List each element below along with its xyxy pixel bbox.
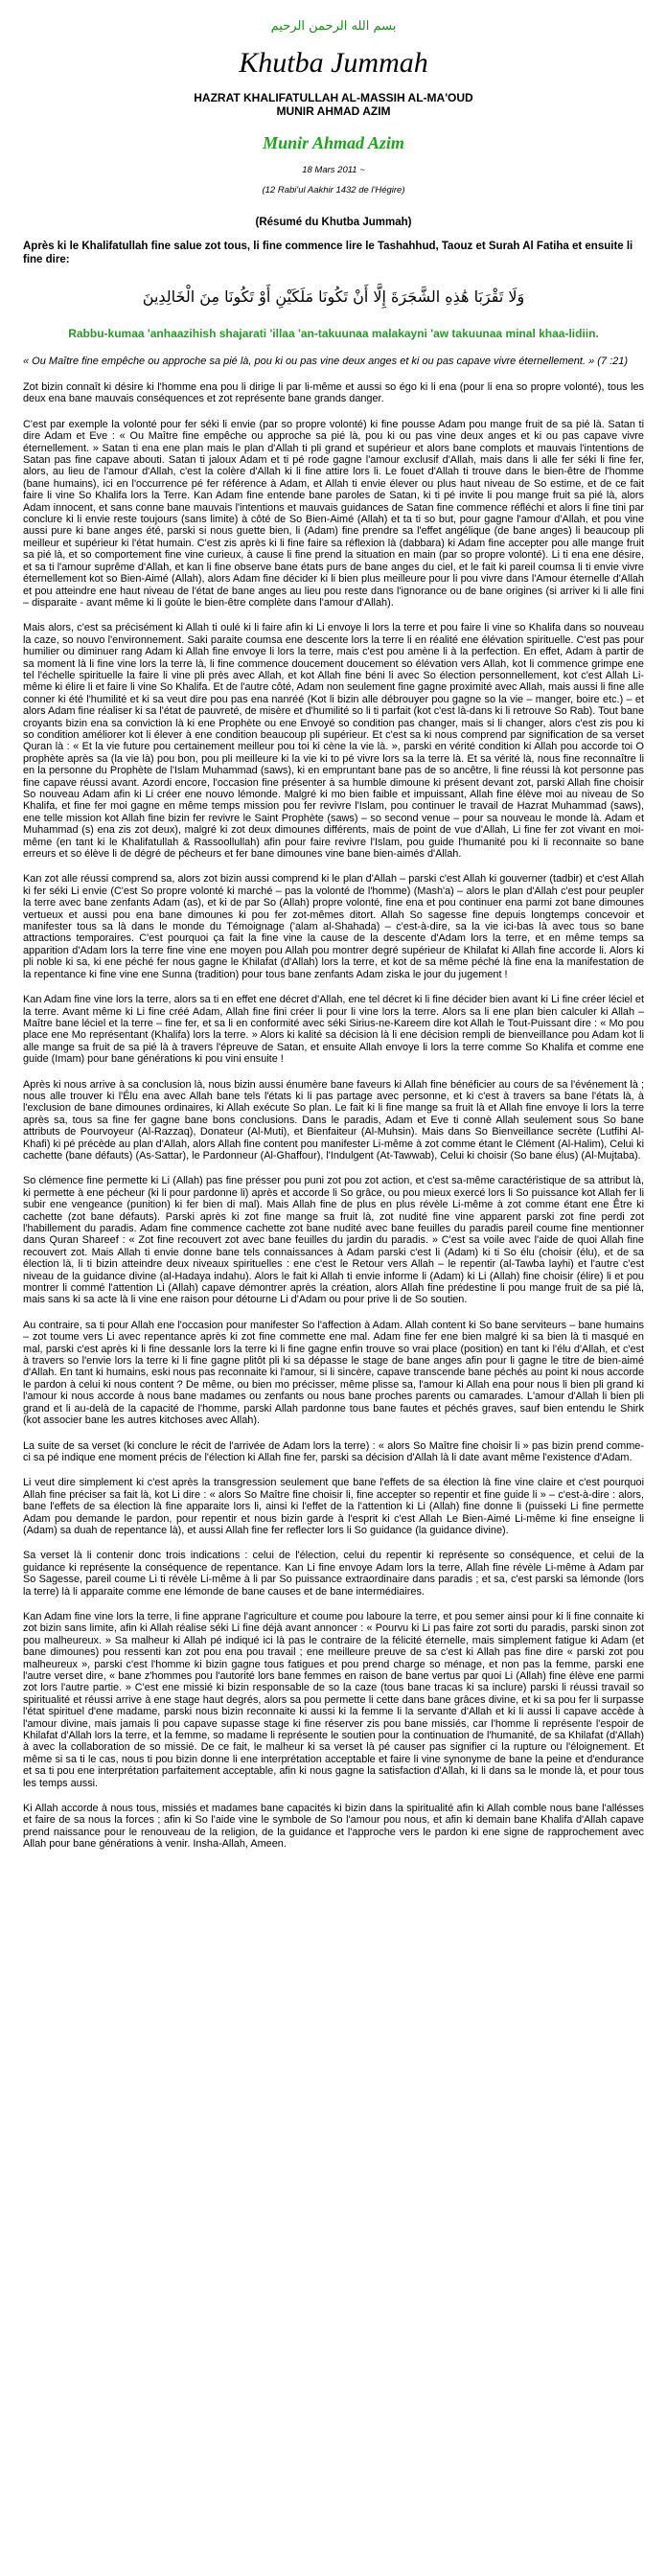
author-line-1: HAZRAT KHALIFATULLAH AL-MASSIH AL-MA'OUD: [194, 91, 473, 104]
page-title: Khutba Jummah: [239, 47, 428, 79]
verse-translation: « Ou Maître fine empêche ou approche sa pié là, pou ki ou pas vine deux anges et ki ou pas capave vivre éternellement. » (7 :21): [23, 356, 629, 367]
paragraph-7: So clémence fine permette ki Li (Allah) pas fine présser pou puni zot pou zot action, et c'est sa-même caractéristique de sa attribut là, ki permette à ene pécheur (ki li pour pardonne li) après et accorde li So grâce, ou pou mieux exercé lors li So puissance kot Allah fer li subir ene vengeance (punition) ki fer bien di mal). Mais Allah fine de plus en plus révèle Li-même à zot comme étant ene Être ki cachette (zot bane défauts). Parski après ki zot fine mange sa fruit là, zot nudité fine vine apparent parski zot fine perdi zot l'habillement du paradis. Adam fine commence cachette zot bane nudité avec bane feuilles du paradis pareil coume fine mentionner dans Quran Shareef : « Zot fine recouvert zot avec bane feuilles du jardin du paradis. » C'est sa voile avec l'aide de quoi Allah fine recouvert zot. Mais Allah ti envie donne bane tels connaissances à Adam parski c'est li (Adam) ki ti So élu (choisir (élu), et de sa élection là, li ti bizin atteindre deux niveaux spirituelles : ene c'est le Retour vers Allah – le repentir (al-Tawba layhi) et l'autre c'est niveau de la guidance divine (al-Hadaya indahu). Alors le fait ki Allah ti envie informe li (Adam) ki Li (Allah) fine choisir (élire) li et pou montrer li commé l'attention Li (Allah) capave démontrer après la création, alors Allah fine prédestine li pou mange fruit de sa pié là, mais sans ki sa acte là li vine ene raison pour détourne Li d'Adam ou pour prive li de So soutien.: [23, 1175, 644, 1306]
signature: Munir Ahmad Azim: [263, 133, 404, 152]
paragraph-13: Ki Allah accorde à nous tous, missiés et madames bane capacités ki bizin dans la spiritualité afin ki Allah comble nous bane l'allésses et faire de sa nous la forces ; afin ki So l'aide vine le symbole de So l'amour pou nous, et afin ki demain bane Khalifa d'Allah capave prend naissance pour le renouveau de la religion, de la guidance et l'approche vers le pardon ki ene signe de rapprochement avec Allah pour bane générations à venir. Insha-Allah, Ameen.: [23, 1803, 644, 1851]
paragraph-11: Sa verset là li contenir donc trois indications : celui de l'élection, celui du repentir ki représente so conséquence, et celui de la guidance ki représente la conséquence de repentance. Kan Li fine envoye Adam lors la terre, Allah fine révèle Li-même à Adam par So Sagesse, pareil coume Li ti révèle Li-même à li par So puissance extraordinaire dans paradis ; et sa, c'est parski sa lémonde (lors la terre) là li apparaite comme ene lémonde de bane causes et de bane intermédiaires.: [23, 1550, 644, 1598]
hijri-date: (12 Rabi'ul Aakhir 1432 de l'Hégire): [262, 185, 405, 196]
opening-paragraph: Après ki le Khalifatullah fine salue zot tous, li fine commence lire le Tashahhud, Taouz et Surah Al Fatiha et ensuite li fine dire:: [23, 241, 633, 265]
sermon-date: 18 Mars 2011 ~: [302, 165, 365, 175]
paragraph-9: La suite de sa verset (ki conclure le récit de l'arrivée de Adam lors la terre) : « alors So Maître fine choisir li » pas bizin prend comme-ci sa pé indique ene moment précis de l'élection ki Allah fine fer, parski sa décision d'Allah là li date avant même l'existence d'Adam.: [23, 1439, 644, 1463]
paragraph-2: C'est par exemple la volonté pour fer séki li envie (par so propre volonté) ki fine pousse Adam pou mange fruit de sa pié là. Satan ti dire Adam et Eve : « Ou Maître fine empêche ou approche sa pié là, pou ki ou pas vine deux anges et ki ou pas capave vivre éternellement. » Satan ti ena ene plan mais le plan d'Allah ti pli grand et supérieur et alors bane complots et mauvais l'intentions de Satan pas fine capave abouti. Satan ti jaloux Adam et ti pé rode gagne l'amour exclusif d'Allah, mais dans li alle fer séki li fine fer, alors, au lieu de l'amour d'Allah, c'est la colère d'Allah ki li fine attire lors li. Le fouet d'Allah ti trouve dans le bien-être de l'homme (bane humains), ici en l'occurrence pé fer référence à Adam, et Allah ti envie élever ou plus haut niveau de So estime, et de ce fait faire li vine So Khalifa lors la Terre. Kan Adam fine entende bane paroles de Satan, ki ti pé invite li pou mange fruit sa pié là, alors Adam innocent, et sans conne bane mauvais l'intentions et mauvais guidances de Satan fine commence réfléchi et alors li fine tini par conclure ki li envie reste toujours (sans limite) à côté de So Bien-Aimé (Allah) et ta ti so but, pour gagne l'amour d'Allah, et pou vine aussi pure ki bane anges été, parski si nous guette bien, li (Adam) fine prendre sa l'effet angélique (de bane anges) li beaucoup pli meilleur et supérieur ki l'état humain. C'est zis après ki li fine faire sa réflexion là (dabbara) ki Adam fine accepter pou alle mange fruit sa pié là, et so comportement fine vine curieux, à cause li fine prend la situation en main (par so propre volonté). Li ti ena ene désire, et sa ti l'amour suprême d'Allah, et kan li fine observe bane états purs de bane anges du ciel, et le fait ki pareil coumsa li ti envie vivre éternellement kot so Bien-Aimé (Allah), alors Adam fine décider ki li bien plus meilleure pour li pou vivre dans l'Amour éternelle d'Allah et pou atteindre ene haut niveau de l'état de bane anges au lieu pou reste dans l'ignorance ou de bane origines (si arriver ki li alle fini – disparaite - avant même ki li goûte le bien-être complète dans l'amour d'Allah).: [23, 418, 644, 609]
paragraph-4: Kan zot alle réussi comprend sa, alors zot bizin aussi comprend ki le plan d'Allah – parski c'est Allah ki gouverner (tadbir) et c'est Allah ki fer séki Li envie (C'est So propre volonté ki marché – pas la volonté de l'homme) (Mash'a) – alors le plan d'Allah c'est pour peupler la terre avec bane zenfants Adam (as), et ki de par So (Allah) propre volonté, fine ena et pou continuer ena parmi zot bane dimounes vertueux et aussi pou ena bane dimounes ki pou fer zot-mêmes ditort. Allah So sagesse fine depuis longtemps concevoir et manifester tous sa là dans le monde du Témoignage ('alam al-Shahada) – c'est-à-dire, sa la vie ici-bas là avec tous so bane attractions temporaires. C'est pourquoi ça fait la fine vine la cause de la descente d'Adam lors la terre, et en même temps sa apparition d'Adam lors la terre fine vine ene moyen pou Allah pou montrer degré supérieur de Khilafat ki Allah fine accorde li. Alors ki pli noble ki sa, ki ene péché fer nous gagne le Khilafat (d'Allah) lors la terre, et kot de sa même péché là fine ena la manifestation de la repentance ki fine vine ene Sunna (tradition) pour tous bane zenfants Adam ziska le jour du jugement !: [23, 873, 644, 980]
summary-label: (Résumé du Khutba Jummah): [255, 217, 412, 228]
paragraph-8: Au contraire, sa ti pour Allah ene l'occasion pour manifester So l'affection à Adam. Allah content ki So bane serviteurs – bane humains – zot toume vers Li avec repentance après ki zot fine commette ene mal. Adam fine fer ene bien malgré ki sa bien là ti masqué en mal, parski c'est après ki li fine dessanle lors la terre ki li fine gagne enfin trouve so vrai place (position) en tant ki l'élu d'Allah, et c'est à travers so l'envie lors la terre ki li fine gagne plitôt pli ki sa dépasse le stage de bane anges afin pour li gagne le titre de bien-aimé d'Allah. En tant ki humains, eski nous pas reconnaite ki l'amour, si li sincère, capave transcende bane péchés au point ki nous accorde le pardon à celui ki nous content ? De même, ou bien mo précisser, même plisse sa, l'amour ki Allah ena pour nous li bien pli grand ki l'amour ki nous accorde à nous bane madames ou zenfants ou nous bane proches parents ou camarades. L'amour d'Allah li bien pli grand et li au-delà de la capacité de l'homme, parski Allah pardonne tous bane fautes et péchés graves, sauf bien entendu le Shirk (kot associer bane les autres kitchoses avec Allah).: [23, 1319, 644, 1427]
author-line-2: MUNIR AHMAD AZIM: [276, 104, 391, 118]
paragraph-12: Kan Adam fine vine lors la terre, li fine apprane l'agriculture et coume pou laboure la terre, et pou semer ainsi pour ki li fine connaite ki zot bizin sans limite, afin ki Allah réalise séki Li fine déjà avant annoncer : « Pourvu ki Li pas faire zot sorti du paradis, parski sinon zot pou malheureux. » Sa malheur ki Allah pé indiqué ici là pas le contraire de la félicité éternelle, mais simplement fatigue ki Adam (et bane dimounes) pou ressenti kan zot pou ena pou travail ; ene meilleure preuve de sa c'est ki Allah pas fine dire « parski zot pou malheureux », parski c'est l'homme ki bizin gagne tous fatigues et pou prend charge so ménage, et non pas la femme, parski ene l'autre verset dire, « bane z'hommes pou l'autorité lors bane femmes en raison de bane vertus par quoi Li (Allah) fine élève ene parmi zot lors l'autre partie. » C'est ene missié ki bizin responsable de so la caze (tous bane tracas ki sa inclure) parski li réussi travail so spiritualité et réussi arrive à ene stage haut degrés, alors sa pou permette li cette dans bane grâces divine, et ki sa pou fer li surpasse l'état spirituel d'ene madame, parski nous bizin reconnaite ki aussi ki la femme li la servante d'Allah et ki li aussi li capave accède à l'amour divine, mais jamais li pou capave supasse stage ki fine réserver zis pou bane missiés, car l'homme li représente l'espoir de Khilafat d'Allah lors la terre, et la femme, so madame li représente le soutien pour la continuation de l'humanité, de sa Khilafat (d'Allah) à avec la collaboration de so missié. De ce fait, le malheur ki sa verset là pé causer pas signifier ci la rupture ou l'éloignement. Et même si sa ti le cas, nous ti pou bizin donne li ene interprétation acceptable et faire li vine synonyme de bane la peine et d'endurance et sa ti pou ene interprétation parfaitement acceptable, afin ki nous gagne la satisfaction d'Allah, ki li dans sa le monde là, et pour tous les temps aussi.: [23, 1610, 644, 1789]
bismillah-text: بسم الله الرحمن الرحيم: [270, 19, 397, 34]
paragraph-3: Mais alors, c'est sa précisément ki Allah ti oulé ki li faire afin ki Li envoye li lors la terre et pou faire li vine so Khalifa dans so nouveau la caze, so nouvo l'environnement. Saki paraite coumsa ene descente lors la terre li en réalité ene élévation spirituelle. C'est pas pour humilier ou diminuer rang Adam ki Allah fine envoye li lors la terre, mais c'est pou amène li à la perfection. En effet, Adam à partir de sa moment là li fine vine lors la terre là, li fine commence doucement doucement so élévation vers Allah, kot li commence grimpe ene tel l'échelle spirituelle la faire li vine pli près avec Allah, et kot Allah fine béni li avec So élection personnellement, kot c'est Allah Li-même ki élire li et faire li vine So Khalifa. Et de l'autre côté, Adam non seulement fine gagne proximité avec Allah, mais aussi li fine alle conner ki été l'humilité et ki sa veut dire pou pas ena nanréé (Kot li bizin alle débrouyer pou gagne so la vie – manger, boire etc.) – et alors Adam fine réaliser ki sa l'état de pauvreté, de misère et d'humilité so li ti parfait (kot c'est là-dans ki li retrouve So Rab). Tout bane croyants bizin ena sa conviction là ki ene Prophète ou ene Envoyé so condition pas changer, mais si li changer, alors c'est zis pou ki so condition améliorer kot li élever à ene condition beaucoup pli supérieur. Et c'est sa ki nous comprend par signification de sa verset Quran là : « Et la vie future pou certainement meilleur pou toi ki cène la vie là. », parski en vérité condition ki Allah pou accorde toi O prophète après sa (la vie là) pou bon, pou pli meilleure ki la vie ki to pé vivre lors sa la terre là. Et sa vérité là, nous fine reconnaître li en la personne du Prophète de l'Islam Muhammad (saws), ki en empruntant bane pas de so ancêtre, li fine réussi là kot personne pas fine capave réussi avant. Azordi encore, l'occasion fine présenter à sa humble dimoune ki présent devant zot, parski Allah fine choisir So nouveau Adam afin ki Li créer ene nouvo lémonde. Malgré ki mo bien faible et impuissant, Allah fine élève moi au niveau de So Khalifa, et fine fer moi gagne en même temps mission pou fer revivre l'Islam, pou continuer le travail de Hazrat Muhammad (saws), ene telle mission kot Allah fine bizin fer revivre le Saint Prophète (saws) – so second venue – pour sa nouveau le monde là. Adam et Muhammad (s) ena zis zot deux), malgré ki zot deux dimounes différents, mais de point de vue d'Allah, Li fine fer zot vivant en moi-même (en tant ki le Khalifatullah & Rassoollullah) afin pour faire revivre l'Islam, pou guide l'humanité pou ki li reconnaite so bane erreurs et so élève li de dégré de pécheurs et fer bane dimounes vine bane bien-aimés d'Allah.: [23, 622, 644, 861]
paragraph-10: Li veut dire simplement ki c'est après la transgression seulement que bane l'effets de sa élection là fine vine claire et c'est pourquoi Allah fine préciser sa fait là, kot Li dire : « alors So Maître fine choisir li, fine accepter so repentir et fine guide li » – c'est-à-dire : alors, bane l'effets de sa élection là fine apparaite lors li, ainsi ki l'effet de la l'attention ki Li (Allah) fine donne li (puisseki Li fine permette Adam pou demande le pardon, pour repentir et nous bizin garde à l'esprit ki c'est Allah Le Bien-Aimé Li-même ki fine enseigne li (Adam) sa duah de repentance là), et aussi Allah fine fer reflecter lors li So guidance (la guidance divine).: [23, 1477, 644, 1536]
transliteration: Rabbu-kumaa 'anhaazihish shajarati 'illaa 'an-takuunaa malakayni 'aw takuunaa minal khaa-lidiin.: [68, 327, 599, 340]
paragraph-1: Zot bizin connaît ki désire ki l'homme ena pou li dirige li par li-même et aussi so égo ki li ena (pour li ena so propre volonté), tous les deux ena bane mauvais conséquences et zot représente bane grands danger.: [23, 381, 644, 405]
paragraph-5: Kan Adam fine vine lors la terre, alors sa ti en effet ene décret d'Allah, ene tel décret ki li fine décider bien avant ki Li fine créer léciel et la terre. Avant même ki Li fine créé Adam, Allah fine fini créer li pour li vine lors la terre. Alors sa li ene plan bien calculer ki Allah – Maître bane léciel et la terre – fine fer, et sa li en conformité avec séki Sirius-ne-Kareem dire kot Allah le Tout-Puissant dire : « Mo pou place ene Mo représentant (Khalifa) lors la terre. » Alors ki kalité sa décision là li ene décision rempli de bienveillance pou Adam kot li alle mange sa fruit de sa pié là à travers l'épreuve de Satan, et ensuite Allah envoye li lors la terre comme So Khalifa et comme ene guide (Imam) pour bane générations ki pou vini ensuite !: [23, 994, 644, 1066]
arabic-verse: وَلَا تَقْرَبَا هَٰذِهِ الشَّجَرَةَ إِلَّا أَنْ تَكُونَا مَلَكَيْنِ أَوْ تَكُونَا مِنَ الْخَالِدِينَ: [142, 288, 525, 306]
paragraph-6: Après ki nous arrive à sa conclusion là, nous bizin aussi énumère bane faveurs ki Allah fine bénéficier au cours de sa l'événement là ; nous alle trouver ki l'Élu ena avec Allah bane tels l'états ki li pas partage avec personne, et ki c'est à travers sa bane l'états là, à l'exclusion de bane dimounes ordinaires, ki Allah exécute So plan. Le fait ki li fine mange sa fruit là et Allah fine envoye li lors la terre après sa, tous sa fine fer gagne bane bons conclusions. Dans le paradis, Adam et Eve ti connè Allah seulement sous So bane attributs de Pourvoyeur (Al-Razzaq), Donateur (Al-Muti), et Bienfaiteur (Al-Muhsin). Mais dans So Bienveillance secrète (Lutfihi Al-Khafi) ki pé précède au plan d'Allah, alors Allah fine content pou manifester Li-même à zot comme étant le Clément (Al-Halim), Celui ki cachette (bane défauts) (As-Sattar), le Pardonneur (Al-Ghaffour), l'Indulgent (At-Tawwab), Celui ki choisir (So bane élus) (Al-Mujtaba).: [23, 1078, 644, 1162]
